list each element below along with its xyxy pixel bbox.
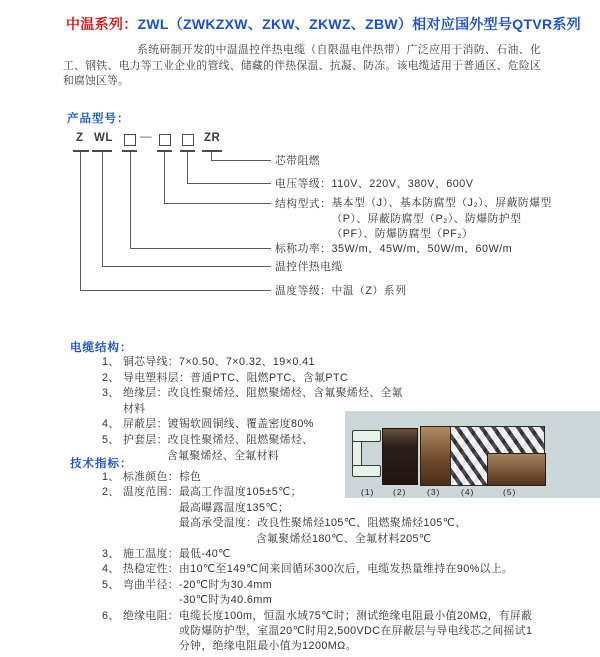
item-label: 弯曲半径： — [123, 578, 179, 591]
title-series-prefix: 中温系列： — [66, 16, 138, 32]
connector-line-horizontal — [187, 183, 271, 184]
callout-core-flame-retardant: 芯带阻燃 — [275, 155, 321, 167]
item-number: 1、 — [102, 356, 120, 368]
item-number: 1、 — [102, 471, 120, 483]
connector-line-horizontal — [164, 203, 271, 204]
figure-label: (3) — [427, 487, 441, 497]
code-underline — [73, 150, 89, 152]
item-number: 2、 — [102, 486, 120, 499]
item-number: 6、 — [102, 609, 120, 622]
callout-temperature-grade: 温度等级：中温（Z）系列 — [275, 285, 407, 297]
item-label: 绝缘电阻： — [123, 609, 179, 622]
item-number: 3、 — [102, 548, 120, 561]
item-label: 热稳定性： — [123, 563, 179, 576]
model-code-diagram — [64, 131, 566, 313]
item-number: 5、 — [102, 578, 120, 591]
item-label: 施工温度： — [123, 548, 179, 561]
item-text: 屏蔽层：镀锡软圆铜线、覆盖密度80% — [123, 418, 314, 431]
code-part-z: Z — [76, 132, 84, 144]
item-label: 温度范围： — [123, 486, 179, 499]
item-text: 导电塑料层：普通PTC、阻燃PTC、含氟PTC — [123, 371, 349, 384]
connector-line-vertical — [102, 152, 103, 266]
connector-line-vertical — [211, 152, 212, 160]
item-text — [179, 578, 542, 609]
item-number: 3、 — [102, 387, 120, 400]
item-text: 由10℃至149℃间来回循环300次后，电缆发热量维持在90%以上。 — [178, 563, 514, 576]
connector-line-horizontal — [211, 160, 271, 161]
item-text — [179, 485, 542, 547]
intro-paragraph: 系统研制开发的中温温控伴热电缆（自限温电伴热带）广泛应用于消防、石油、化工、钢铁、电力等工业企业的管线、储藏的伴热保温、抗凝、防冻。该电缆适用于普通区、危险区和腐蚀区等。 — [63, 44, 541, 88]
figure-label: (1) — [361, 487, 375, 497]
list-item — [102, 485, 542, 547]
item-text-line4: 含氟聚烯烃180℃、全氟材料205℃ — [255, 532, 432, 545]
connector-line-vertical — [80, 152, 81, 290]
item-number: 4、 — [102, 563, 120, 576]
callout-structure-type-text: 基本型（J）、基本防腐型（J₂）、屏蔽防爆型（P）、屏蔽防腐型（P₂）、防爆防护型（PF）、防爆防腐型（PF₂） — [331, 197, 552, 240]
code-blank-box-3 — [182, 134, 194, 146]
item-text: 最低-40℃ — [178, 548, 231, 561]
code-blank-box-2 — [159, 134, 171, 146]
list-item — [102, 578, 542, 609]
figure-label: (2) — [393, 487, 407, 497]
list-item — [102, 470, 542, 485]
item-text-line1: 护套层：改良性聚烯烃、阻燃聚烯烃、 — [123, 433, 314, 446]
code-dash: — — [140, 131, 152, 143]
code-blank-box-1 — [124, 134, 136, 146]
callout-rated-power: 标称功率：35W/m、45W/m、50W/m、60W/m — [275, 243, 513, 255]
product-model-heading: 产品型号： — [67, 113, 130, 125]
item-text: 电缆长度100m，恒温水域75℃时；测试绝缘电阻最小值20MΩ，有屏蔽或防爆防护型，室温20℃时用2,500VDC在屏蔽层与导电线芯之间摇试1分钟，绝缘电阻最小值为1200MΩ。 — [178, 609, 533, 653]
conductor-top-bar — [352, 430, 381, 442]
item-number: 5、 — [102, 433, 120, 446]
item-number: 4、 — [102, 418, 120, 431]
cable-structure-heading: 电缆结构： — [70, 342, 133, 354]
item-text-line1: 最高工作温度105±5℃； — [178, 486, 302, 499]
title-model-text: ZWL（ZWKZXW、ZKW、ZKWZ、ZBW）相对应国外型号QTVR系列 — [137, 16, 581, 32]
callout-structure-type-label: 结构型式： — [275, 198, 332, 210]
item-text-line2: 最高曝露温度135℃； — [178, 501, 290, 514]
list-item — [102, 355, 412, 371]
figure-label: (5) — [503, 487, 517, 497]
item-text: 铜芯导线：7×0.50、7×0.32、19×0.41 — [123, 356, 315, 368]
list-item — [102, 547, 542, 562]
item-text-line2: 含氟聚烯烃、全氟材料 — [167, 449, 279, 462]
callout-structure-type — [275, 196, 559, 243]
code-part-zr: ZR — [204, 132, 221, 144]
connector-line-vertical — [164, 152, 165, 203]
connector-line-vertical — [187, 152, 188, 183]
item-text-line2: -30℃时为40.6mm — [178, 594, 273, 607]
tech-specs-heading: 技术指标： — [70, 458, 133, 470]
tech-specs-list — [102, 470, 542, 655]
outer-jacket-layer — [487, 453, 546, 486]
connector-line-horizontal — [80, 290, 271, 291]
item-number: 2、 — [102, 371, 120, 384]
item-text-line3: 最高承受温度：改良性聚烯烃105℃、阻燃聚烯烃105℃、 — [178, 517, 467, 530]
figure-label: (4) — [461, 487, 475, 497]
connector-line-horizontal — [102, 266, 271, 267]
page-title — [66, 14, 581, 34]
callout-cable-name: 温控伴热电缆 — [275, 261, 343, 273]
callout-voltage-rating: 电压等级：110V、220V、380V、600V — [275, 178, 474, 190]
item-label: 标准颜色： — [123, 471, 179, 483]
list-item — [102, 609, 542, 655]
connector-line-vertical — [130, 152, 131, 248]
list-item — [102, 371, 412, 387]
item-text: 棕色 — [178, 471, 202, 483]
code-part-wl: WL — [94, 132, 113, 144]
list-item — [102, 562, 542, 577]
connector-line-horizontal — [130, 248, 271, 249]
item-text-line1: -20℃时为30.4mm — [178, 578, 273, 591]
item-text: 绝缘层：改良性聚烯烃、阻燃聚烯烃、含氟聚烯烃、全氟材料 — [123, 387, 403, 415]
code-underline — [202, 150, 222, 152]
